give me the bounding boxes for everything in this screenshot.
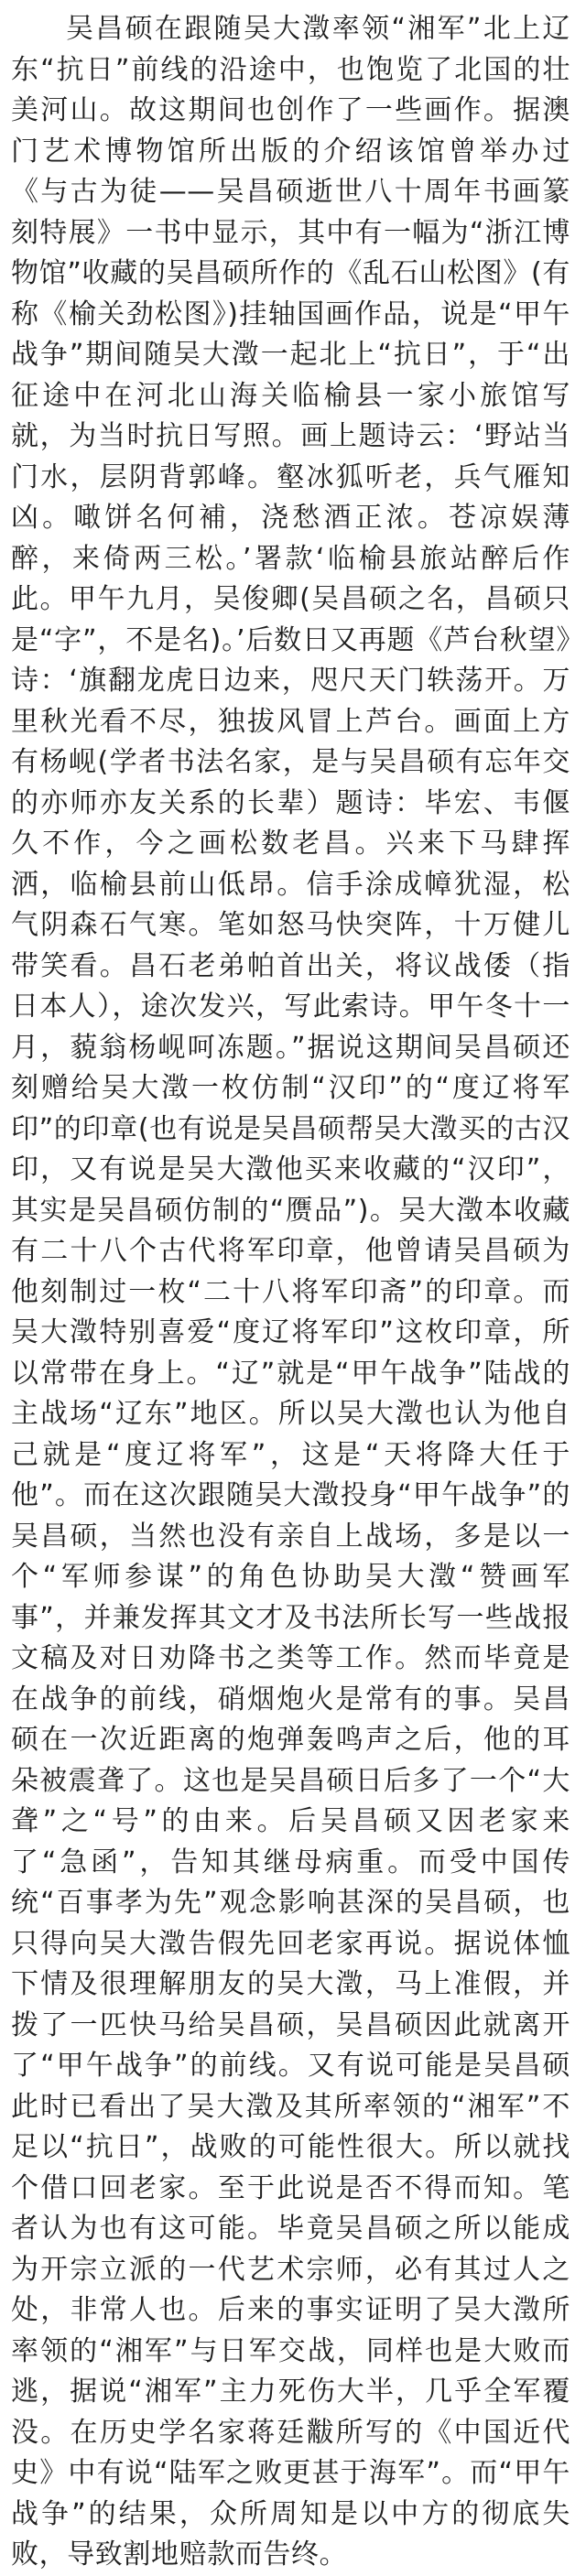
article-paragraph: 吴昌硕在跟随吴大澂率领“湘军”北上辽东“抗日”前线的沿途中，也饱览了北国的壮美河山。故这期间也创作了一些画作。据澳门艺术博物馆所出版的介绍该馆曾举办过《与古为徒——吴昌硕逝世八十周年书画篆刻特展》一书中显示，其中有一幅为“浙江博物馆”收藏的吴昌硕所作的《乱石山松图》(有称《榆关劲松图》)挂轴国画作品，说是“甲午战争”期间随吴大澂一起北上“抗日”，于“出征途中在河北山海关临榆县一家小旅馆写就，为当时抗日写照。画上题诗云：‘野站当门水，层阴背郭峰。壑冰狐听老，兵气雁知凶。噉饼名何補，浇愁酒正浓。苍凉娱薄醉，来倚两三松。’署款‘临榆县旅站醉后作此。甲午九月，吴俊卿(吴昌硕之名，昌硕只是“字”，不是名)。’后数日又再题《芦台秋望》诗：‘旗翻龙虎日边来，咫尺天门轶荡开。万里秋光看不尽，独拔风冒上芦台。画面上方有杨岘(学者书法名家，是与吴昌硕有忘年交的亦师亦友关系的长辈）题诗：毕宏、韦偃久不作，今之画松数老昌。兴来下马肆挥洒，临榆县前山低昂。信手涂成幛犹湿，松气阴森石气寒。笔如怒马快突阵，十万健儿带笑看。昌石老弟帕首出关，将议战倭（指日本人），途次发兴，写此索诗。甲午冬十一月，藐翁杨岘呵冻题。”据说这期间吴昌硕还刻赠给吴大澂一枚仿制“汉印”的“度辽将军印”的印章(也有说是吴昌硕帮吴大澂买的古汉印，又有说是吴大澂他买来收藏的“汉印”，其实是吴昌硕仿制的“赝品”)。吴大澂本收藏有二十八个古代将军印章，他曾请吴昌硕为他刻制过一枚“二十八将军印斋”的印章。而吴大澂特别喜爱“度辽将军印”这枚印章，所以常带在身上。“辽”就是“甲午战争”陆战的主战场“辽东”地区。所以吴大澂也认为他自己就是“度辽将军”，这是“天将降大任于他”。而在这次跟随吴大澂投身“甲午战争”的吴昌硕，当然也没有亲自上战场，多是以一个“军师参谋”的角色协助吴大澂“赞画军事”，并兼发挥其文才及书法所长写一些战报文稿及对日劝降书之类等工作。然而毕竟是在战争的前线，硝烟炮火是常有的事。吴昌硕在一次近距离的炮弹轰鸣声之后，他的耳朵被震聋了。这也是吴昌硕日后多了一个“大聋”之“号”的由来。后吴昌硕又因老家来了“急函”，告知其继母病重。而受中国传统“百事孝为先”观念影响甚深的吴昌硕，也只得向吴大澂告假先回老家再说。据说体恤下情及很理解朋友的吴大澂，马上准假，并拨了一匹快马给吴昌硕，吴昌硕因此就离开了“甲午战争”的前线。又有说可能是吴昌硕此时已看出了吴大澂及其所率领的“湘军”不足以“抗日”，战败的可能性很大。所以就找个借口回老家。至于此说是否不得而知。笔者认为也有这可能。毕竟吴昌硕之所以能成为开宗立派的一代艺术宗师，必有其过人之处，非常人也。后来的事实证明了吴大澂所率领的“湘军”与日军交战，同样也是大败而逃，据说“湘军”主力死伤大半，几乎全军覆没。在历史学名家蒋廷黻所写的《中国近代史》中有说“陆军之败更甚于海军”。而“甲午战争”的结果，众所周知是以中方的彻底失败，导致割地赔款而告终。 [11, 13, 570, 2571]
